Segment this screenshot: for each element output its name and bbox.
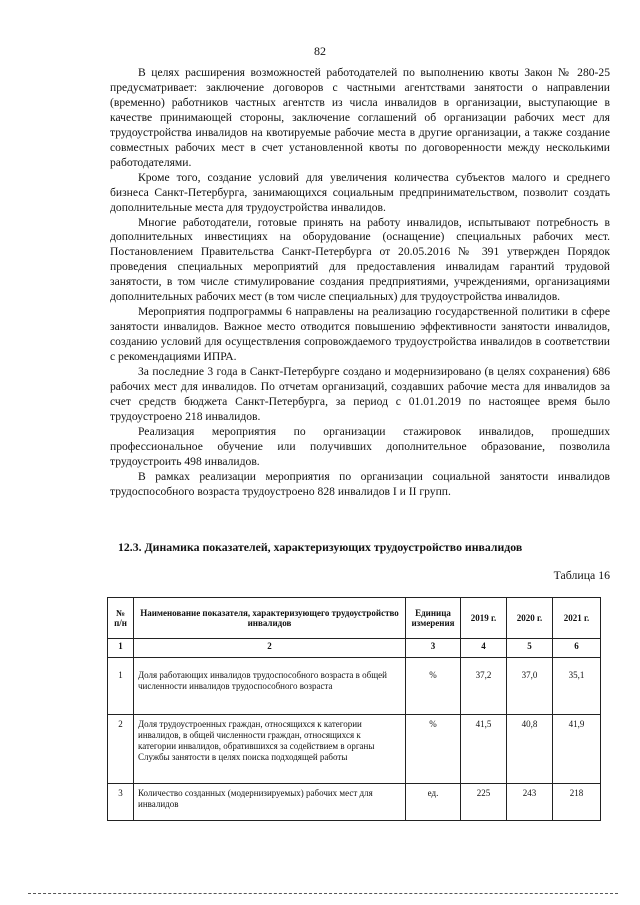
header-indicator-name: Наименование показателя, характеризующего трудоустройство инвалидов [134, 598, 406, 639]
row-value-2020: 40,8 [507, 715, 553, 784]
row-indicator-name: Доля работающих инвалидов трудоспособного возраста в общей численности инвалидов трудоспособного возраста [134, 658, 406, 715]
header-unit: Единица измерения [406, 598, 461, 639]
paragraph-social-business: Кроме того, создание условий для увеличения количества субъектов малого и среднего бизнеса Санкт-Петербурга, занимающихся социальным предпринимательством, позволит создать дополнительные места для трудоустройства инвалидов. [110, 170, 610, 214]
row-number: 3 [108, 784, 134, 821]
row-unit: ед. [406, 784, 461, 821]
row-unit: % [406, 658, 461, 715]
paragraph-social-employment: В рамках реализации мероприятия по организации социальной занятости инвалидов трудоспособного возраста трудоустроено 828 инвалидов I и II групп. [110, 469, 610, 498]
paragraph-subprogram: Мероприятия подпрограммы 6 направлены на реализацию государственной политики в сфере занятости инвалидов. Важное место отводится повышению эффективности занятости инвалидов, созданию условий для осуществления сопровождаемого трудоустройства инвалидов в соответствии с рекомендациями ИПРА. [110, 305, 610, 364]
row-value-2019: 41,5 [461, 715, 507, 784]
table-caption: Таблица 16 [553, 568, 610, 582]
row-value-2021: 218 [553, 784, 601, 821]
column-number-row [108, 639, 601, 658]
row-number: 1 [108, 658, 134, 715]
column-number: 2 [134, 639, 406, 658]
header-2021: 2021 г. [553, 598, 601, 639]
page-bottom-edge [28, 893, 618, 894]
row-value-2019: 225 [461, 784, 507, 821]
header-number: № п/н [108, 598, 134, 639]
row-unit: % [406, 715, 461, 784]
column-number: 3 [406, 639, 461, 658]
paragraph-quota: В целях расширения возможностей работодателей по выполнению квоты Закон № 280-25 предусматривает: заключение договоров с частными агентствами занятости о направлении (временно) работников частных агентств из числа инвалидов в организации, выступающие в качестве принимающей стороны, заключение соглашений об организации рабочих мест для трудоустройства инвалидов на квотируемые рабочие места в другие организации, а также создание совместных рабочих мест в счет установленной квоты по договоренности между несколькими работодателями. [110, 66, 610, 169]
page-number: 82 [314, 44, 326, 58]
row-value-2021: 35,1 [553, 658, 601, 715]
paragraph-workplaces: За последние 3 года в Санкт-Петербурге создано и модернизировано (в целях сохранения) 686 рабочих мест для инвалидов. По отчетам организаций, создавших рабочие места для инвалидов за счет средств бюджета Санкт-Петербурга, за период с 01.01.2019 по настоящее время было трудоустроено 218 инвалидов. [110, 365, 610, 423]
row-indicator-name: Количество созданных (модернизируемых) рабочих мест для инвалидов [134, 784, 406, 821]
row-indicator-name: Доля трудоустроенных граждан, относящихся к категории инвалидов, в общей численности граждан, относящихся к категории инвалидов, обратившихся за содействием в органы Службы занятости в целях поиска подходящей работы [134, 715, 406, 784]
row-value-2019: 37,2 [461, 658, 507, 715]
section-title: 12.3. Динамика показателей, характеризующих трудоустройство инвалидов [118, 540, 523, 554]
body-text [110, 66, 610, 500]
row-value-2020: 243 [507, 784, 553, 821]
column-number: 6 [553, 639, 601, 658]
paragraph-investments: Многие работодатели, готовые принять на работу инвалидов, испытывают потребность в дополнительных инвестициях на оборудование (оснащение) специальных рабочих мест. Постановлением Правительства Санкт-Петербурга от 20.05.2016 № 391 утвержден Порядок проведения специальных мероприятий для предоставления инвалидам гарантий трудовой занятости, в том числе стимулирование создания предприятиями, учреждениями, организациями дополнительных рабочих мест (в том числе специальных) для трудоустройства инвалидов. [110, 215, 610, 304]
header-2020: 2020 г. [507, 598, 553, 639]
paragraph-internships: Реализация мероприятия по организации стажировок инвалидов, прошедших профессиональное обучение или получивших дополнительное образование, позволила трудоустроить 498 инвалидов. [110, 424, 610, 468]
table-row [108, 784, 601, 821]
table-header-row [108, 598, 601, 639]
column-number: 5 [507, 639, 553, 658]
header-2019: 2019 г. [461, 598, 507, 639]
column-number: 1 [108, 639, 134, 658]
column-number: 4 [461, 639, 507, 658]
row-value-2021: 41,9 [553, 715, 601, 784]
table-row [108, 715, 601, 784]
table-row [108, 658, 601, 715]
row-value-2020: 37,0 [507, 658, 553, 715]
row-number: 2 [108, 715, 134, 784]
indicators-table [107, 597, 601, 821]
